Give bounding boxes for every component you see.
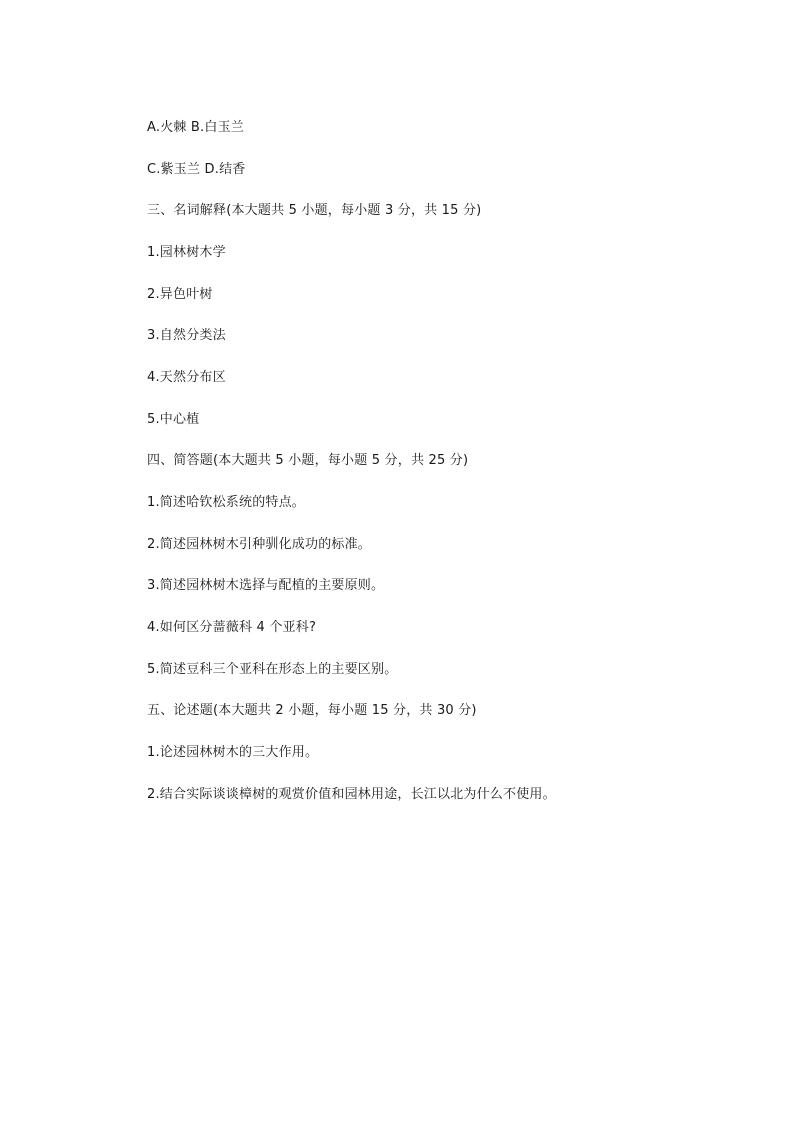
option-line-a-b: A.火棘 B.白玉兰 [147,120,244,135]
question-item: 3.简述园林树木选择与配植的主要原则。 [147,578,385,593]
question-item: 5.中心植 [147,412,200,427]
question-item: 2.结合实际谈谈樟树的观赏价值和园林用途，长江以北为什么不使用。 [147,787,556,802]
question-item: 1.论述园林树木的三大作用。 [147,745,319,760]
question-item: 1.园林树木学 [147,245,226,260]
question-item: 4.如何区分蔷薇科 4 个亚科? [147,620,317,635]
question-item: 5.简述豆科三个亚科在形态上的主要区别。 [147,662,398,677]
question-item: 3.自然分类法 [147,328,226,343]
option-line-c-d: C.紫玉兰 D.结香 [147,162,246,177]
question-item: 4.天然分布区 [147,370,226,385]
question-item: 2.异色叶树 [147,287,213,302]
question-item: 1.简述哈钦松系统的特点。 [147,495,306,510]
section-heading-essay: 五、论述题(本大题共 2 小题，每小题 15 分，共 30 分) [147,703,477,718]
section-heading-term-explanation: 三、名词解释(本大题共 5 小题，每小题 3 分，共 15 分) [147,203,482,218]
question-item: 2.简述园林树木引种驯化成功的标准。 [147,537,372,552]
section-heading-short-answer: 四、简答题(本大题共 5 小题，每小题 5 分，共 25 分) [147,453,469,468]
